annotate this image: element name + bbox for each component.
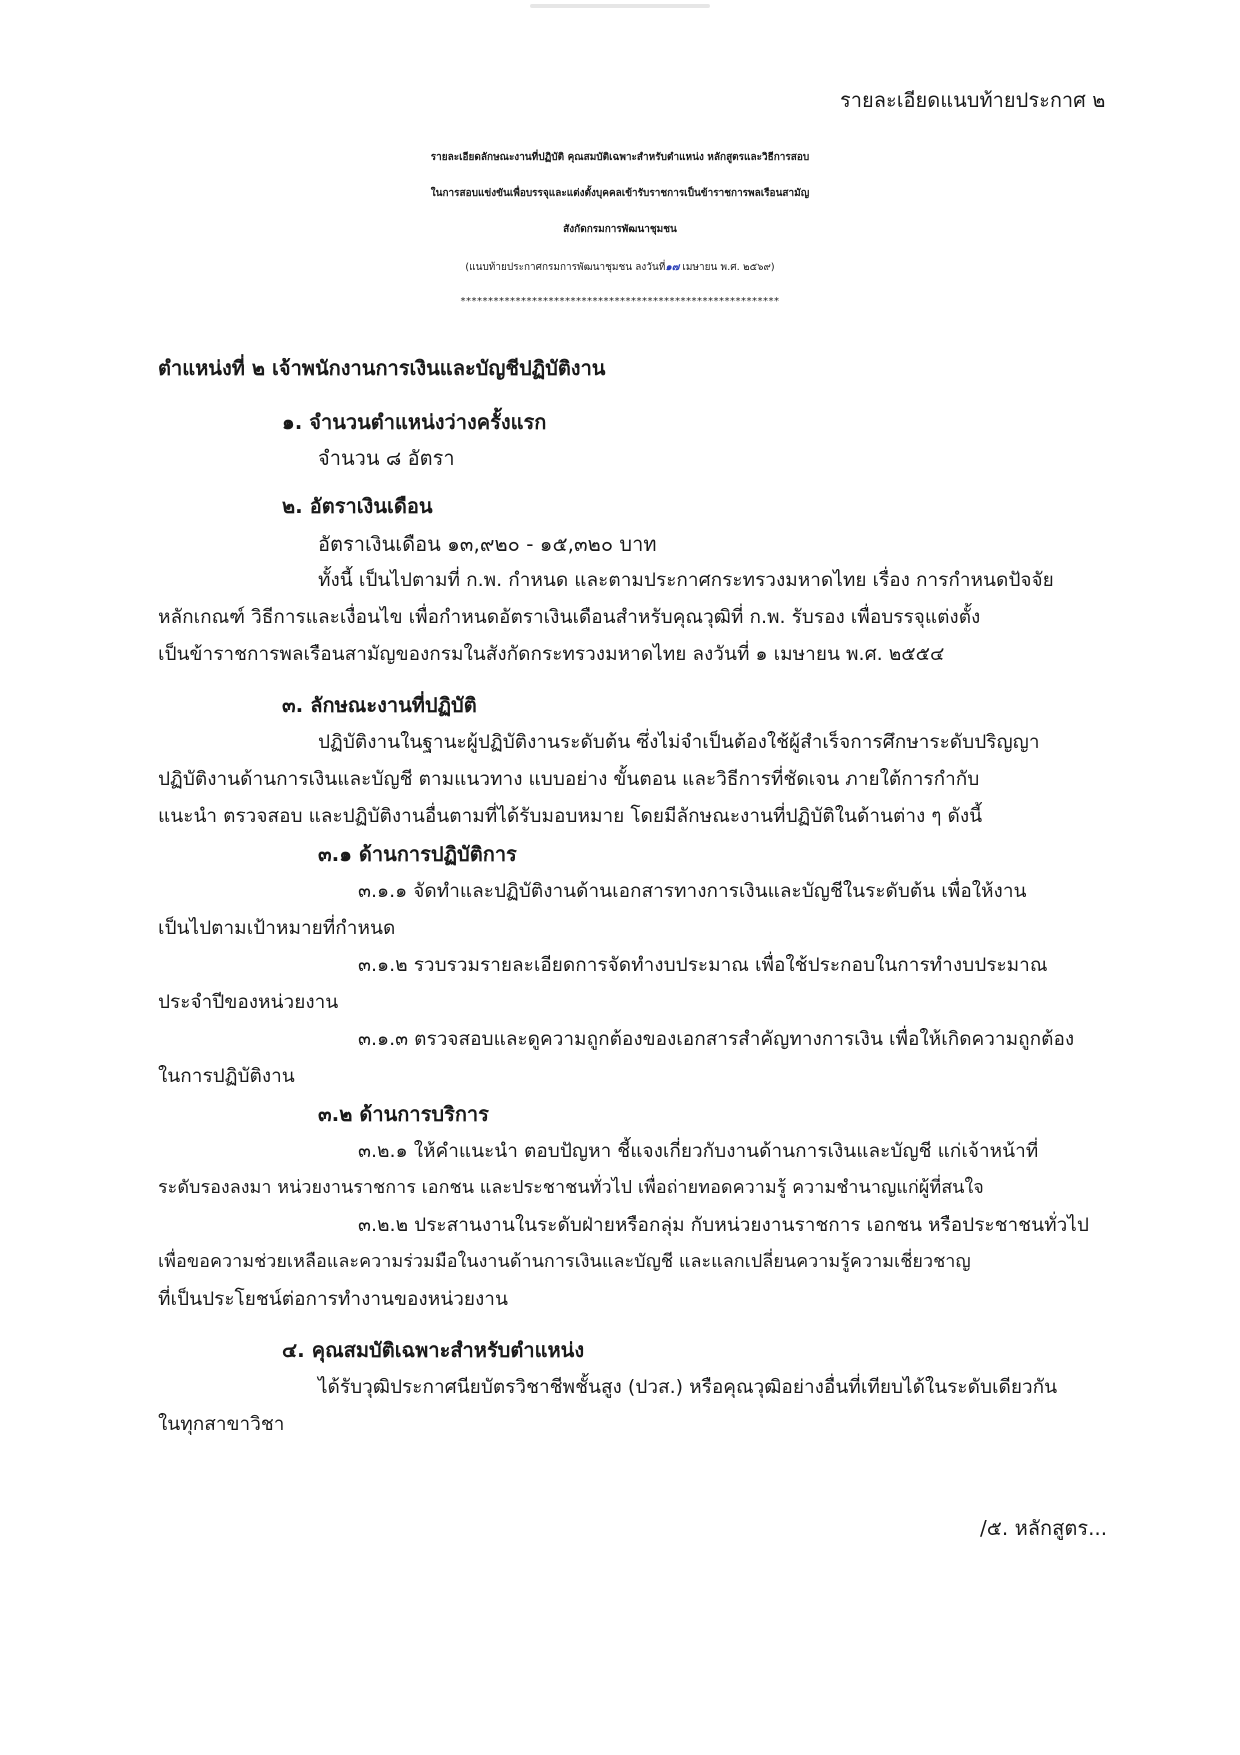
continuation-marker: /๕. หลักสูตร... <box>980 1516 1108 1540</box>
section-4-paragraph-line-1: ได้รับวุฒิประกาศนียบัตรวิชาชีพชั้นสูง (ปวส.) หรือคุณวุฒิอย่างอื่นที่เทียบได้ในระดับเดียวกัน <box>318 1376 1058 1398</box>
attachment-reference: รายละเอียดแนบท้ายประกาศ ๒ <box>840 88 1106 112</box>
header-line-2: ในการสอบแข่งขันเพื่อบรรจุและแต่งตั้งบุคคลเข้ารับราชการเป็นข้าราชการพลเรือนสามัญ <box>430 188 810 199</box>
item-3-2-2-line-1: ๓.๒.๒ ประสานงานในระดับฝ่ายหรือกลุ่ม กับหน่วยงานราชการ เอกชน หรือประชาชนทั่วไป <box>358 1214 1089 1236</box>
item-3-2-2-line-2: เพื่อขอความช่วยเหลือและความร่วมมือในงานด้านการเงินและบัญชี และแลกเปลี่ยนความรู้ความเชี่ยวชาญ <box>158 1251 971 1272</box>
section-4-heading: ๔. คุณสมบัติเฉพาะสำหรับตำแหน่ง <box>282 1338 585 1362</box>
section-4-paragraph-line-2: ในทุกสาขาวิชา <box>158 1413 285 1435</box>
item-3-1-1-line-1: ๓.๑.๑ จัดทำและปฏิบัติงานด้านเอกสารทางการเงินและบัญชีในระดับต้น เพื่อให้งาน <box>358 880 1027 902</box>
header-line-4-suffix: เมษายน พ.ศ. ๒๕๖๙) <box>679 262 775 273</box>
section-2-paragraph-line-3: เป็นข้าราชการพลเรือนสามัญของกรมในสังกัดกระทรวงมหาดไทย ลงวันที่ ๑ เมษายน พ.ศ. ๒๕๕๔ <box>158 643 945 665</box>
item-3-2-1-line-1: ๓.๒.๑ ให้คำแนะนำ ตอบปัญหา ชี้แจงเกี่ยวกับงานด้านการเงินและบัญชี แก่เจ้าหน้าที่ <box>358 1140 1039 1162</box>
scan-artifact <box>530 4 710 8</box>
item-3-1-2-line-1: ๓.๑.๒ รวบรวมรายละเอียดการจัดทำงบประมาณ เพื่อใช้ประกอบในการทำงบประมาณ <box>358 954 1048 976</box>
section-2-paragraph-line-1: ทั้งนี้ เป็นไปตามที่ ก.พ. กำหนด และตามประกาศกระทรวงมหาดไทย เรื่อง การกำหนดปัจจัย <box>318 569 1054 591</box>
item-3-1-1-line-2: เป็นไปตามเป้าหมายที่กำหนด <box>158 917 396 939</box>
header-line-1: รายละเอียดลักษณะงานที่ปฏิบัติ คุณสมบัติเฉพาะสำหรับตำแหน่ง หลักสูตรและวิธีการสอบ <box>430 152 810 163</box>
position-title: ตำแหน่งที่ ๒ เจ้าพนักงานการเงินและบัญชีปฏิบัติงาน <box>158 356 606 380</box>
header-line-3: สังกัดกรมการพัฒนาชุมชน <box>563 224 677 235</box>
section-3-paragraph-line-3: แนะนำ ตรวจสอบ และปฏิบัติงานอื่นตามที่ได้รับมอบหมาย โดยมีลักษณะงานที่ปฏิบัติในด้านต่าง ๆ ดังนี้ <box>158 805 983 827</box>
item-3-2-2-line-3: ที่เป็นประโยชน์ต่อการทำงานของหน่วยงาน <box>158 1288 508 1310</box>
section-3-2-heading: ๓.๒ ด้านการบริการ <box>318 1102 489 1126</box>
item-3-1-3-line-2: ในการปฏิบัติงาน <box>158 1065 295 1087</box>
handwritten-day: ๑๗ <box>665 262 680 273</box>
item-3-2-1-line-2: ระดับรองลงมา หน่วยงานราชการ เอกชน และประชาชนทั่วไป เพื่อถ่ายทอดความรู้ ความชำนาญแก่ผู้ที่สนใจ <box>158 1177 984 1198</box>
item-3-1-3-line-1: ๓.๑.๓ ตรวจสอบและดูความถูกต้องของเอกสารสำคัญทางการเงิน เพื่อให้เกิดความถูกต้อง <box>358 1028 1075 1050</box>
header-line-4-prefix: (แนบท้ายประกาศกรมการพัฒนาชุมชน ลงวันที่ <box>465 262 666 273</box>
salary-range: อัตราเงินเดือน ๑๓,๙๒๐ - ๑๕,๓๒๐ บาท <box>318 532 657 556</box>
section-1-heading: ๑. จำนวนตำแหน่งว่างครั้งแรก <box>282 410 547 434</box>
section-2-paragraph-line-2: หลักเกณฑ์ วิธีการและเงื่อนไข เพื่อกำหนดอัตราเงินเดือนสำหรับคุณวุฒิที่ ก.พ. รับรอง เพื่อบรรจุแต่งตั้ง <box>158 606 981 628</box>
section-3-1-heading: ๓.๑ ด้านการปฏิบัติการ <box>318 842 517 866</box>
section-3-heading: ๓. ลักษณะงานที่ปฏิบัติ <box>282 693 477 717</box>
item-3-1-2-line-2: ประจำปีของหน่วยงาน <box>158 991 339 1013</box>
section-1-body: จำนวน ๘ อัตรา <box>318 446 455 470</box>
header-line-4 <box>0 262 1240 275</box>
header-separator: ********************************************************** <box>460 296 780 307</box>
section-3-paragraph-line-1: ปฏิบัติงานในฐานะผู้ปฏิบัติงานระดับต้น ซึ่งไม่จำเป็นต้องใช้ผู้สำเร็จการศึกษาระดับปริญญา <box>318 731 1040 753</box>
section-2-heading: ๒. อัตราเงินเดือน <box>282 494 433 518</box>
section-3-paragraph-line-2: ปฏิบัติงานด้านการเงินและบัญชี ตามแนวทาง แบบอย่าง ขั้นตอน และวิธีการที่ชัดเจน ภายใต้การกำกับ <box>158 768 980 790</box>
